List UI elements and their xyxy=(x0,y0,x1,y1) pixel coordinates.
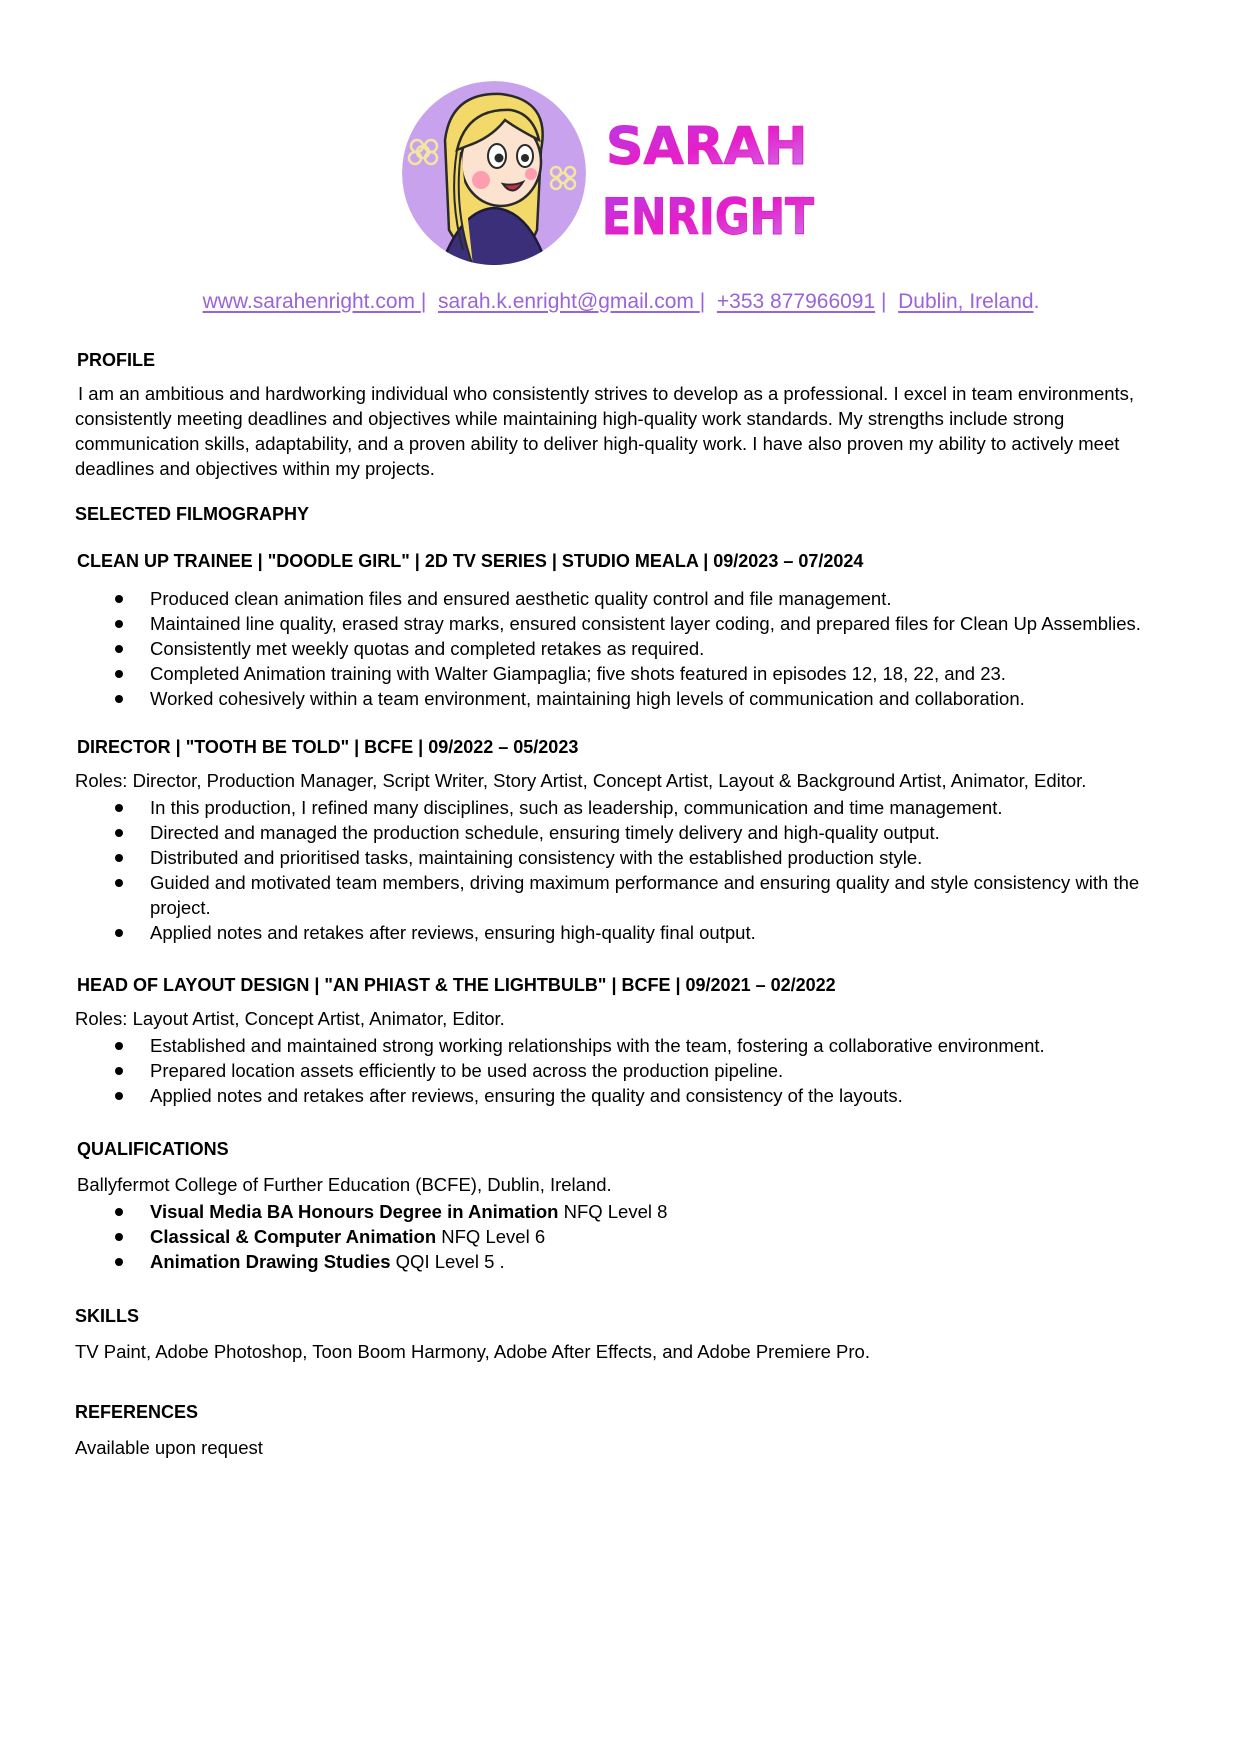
job-title: CLEAN UP TRAINEE | "DOODLE GIRL" | 2D TV SERIES | STUDIO MEALA | 09/2023 – 07/2024 xyxy=(77,551,864,571)
list-item: Maintained line quality, erased stray marks, ensured consistent layer coding, and prepared files for Clean Up Assemblies. xyxy=(75,611,1185,636)
qualifications-heading: QUALIFICATIONS xyxy=(77,1139,229,1159)
name-line-1: SARAH xyxy=(606,117,808,177)
list-item: Prepared location assets efficiently to be used across the production pipeline. xyxy=(75,1058,1185,1083)
bullet-icon xyxy=(115,645,123,653)
bullet-icon xyxy=(115,929,123,937)
list-item: Applied notes and retakes after reviews, ensuring high-quality final output. xyxy=(75,920,1160,945)
bullet-icon xyxy=(115,695,123,703)
skills-heading: SKILLS xyxy=(75,1306,140,1326)
bullet-icon xyxy=(115,670,123,678)
separator: | xyxy=(881,290,887,313)
list-item: Visual Media BA Honours Degree in Animation NFQ Level 8 xyxy=(75,1199,1175,1224)
institution: Ballyfermot College of Further Education (BCFE), Dublin, Ireland. xyxy=(77,1174,612,1195)
phone-link[interactable]: +353 877966091 xyxy=(716,290,876,313)
list-item: Animation Drawing Studies QQI Level 5 . xyxy=(75,1249,1175,1274)
bullet-icon xyxy=(115,1258,123,1266)
list-item: Directed and managed the production schedule, ensuring timely delivery and high-quality output. xyxy=(75,820,1160,845)
location-link[interactable]: Dublin, Ireland xyxy=(898,290,1034,313)
bullet-icon xyxy=(115,1067,123,1075)
bullet-icon xyxy=(115,879,123,887)
job-bullets xyxy=(75,1033,1185,1108)
bullet-icon xyxy=(115,854,123,862)
list-item: Established and maintained strong working relationships with the team, fostering a collaborative environment. xyxy=(75,1033,1185,1058)
bullet-icon xyxy=(115,1042,123,1050)
job-bullets xyxy=(75,586,1185,711)
list-item: Worked cohesively within a team environment, maintaining high levels of communication and collaboration. xyxy=(75,686,1185,711)
skills-text: TV Paint, Adobe Photoshop, Toon Boom Harmony, Adobe After Effects, and Adobe Premiere Pro. xyxy=(75,1341,870,1362)
job-bullets xyxy=(75,795,1160,945)
qualification-list xyxy=(75,1199,1175,1274)
list-item: Distributed and prioritised tasks, maintaining consistency with the established production style. xyxy=(75,845,1160,870)
references-heading: REFERENCES xyxy=(75,1402,199,1422)
bullet-icon xyxy=(115,1092,123,1100)
list-item: Consistently met weekly quotas and completed retakes as required. xyxy=(75,636,1185,661)
email-link[interactable]: sarah.k.enright@gmail.com xyxy=(438,290,700,313)
bullet-icon xyxy=(115,595,123,603)
profile-text: I am an ambitious and hardworking individual who consistently strives to develop as a professional. I excel in team environments, consistently meeting deadlines and objectives while maintaining high-quality work standards. My strengths include strong communication skills, adaptability, and a proven ability to deliver high-quality work. I have also proven my ability to actively meet deadlines and objectives within my projects. xyxy=(75,383,1135,479)
bullet-icon xyxy=(115,829,123,837)
separator: | xyxy=(420,290,427,313)
job-title: HEAD OF LAYOUT DESIGN | "AN PHIAST & THE LIGHTBULB" | BCFE | 09/2021 – 02/2022 xyxy=(77,975,836,995)
bullet-icon xyxy=(115,1233,123,1241)
references-text: Available upon request xyxy=(75,1437,263,1458)
contact-line xyxy=(0,290,1242,314)
list-item: Guided and motivated team members, driving maximum performance and ensuring quality and style consistency with the project. xyxy=(75,870,1160,920)
name-line-2: ENRIGHT xyxy=(602,188,814,246)
filmography-heading: SELECTED FILMOGRAPHY xyxy=(75,504,310,524)
website-link[interactable]: www.sarahenright.com xyxy=(202,290,421,313)
bullet-icon xyxy=(115,1208,123,1216)
name-logo xyxy=(602,104,816,254)
list-item: Produced clean animation files and ensured aesthetic quality control and file management. xyxy=(75,586,1185,611)
separator: | xyxy=(699,290,706,313)
bullet-icon xyxy=(115,804,123,812)
list-item: Classical & Computer Animation NFQ Level 6 xyxy=(75,1224,1175,1249)
avatar xyxy=(401,80,587,266)
job-title: DIRECTOR | "TOOTH BE TOLD" | BCFE | 09/2022 – 05/2023 xyxy=(77,737,579,757)
job-roles: Roles: Director, Production Manager, Script Writer, Story Artist, Concept Artist, Layout & Background Artist, Animator, Editor. xyxy=(75,770,1087,791)
job-roles: Roles: Layout Artist, Concept Artist, Animator, Editor. xyxy=(75,1008,505,1029)
list-item: Completed Animation training with Walter Giampaglia; five shots featured in episodes 12, 18, 22, and 23. xyxy=(75,661,1185,686)
contact-end: . xyxy=(1033,290,1040,313)
list-item: Applied notes and retakes after reviews, ensuring the quality and consistency of the layouts. xyxy=(75,1083,1185,1108)
profile-heading: PROFILE xyxy=(77,350,156,370)
list-item: In this production, I refined many disciplines, such as leadership, communication and time management. xyxy=(75,795,1160,820)
bullet-icon xyxy=(115,620,123,628)
